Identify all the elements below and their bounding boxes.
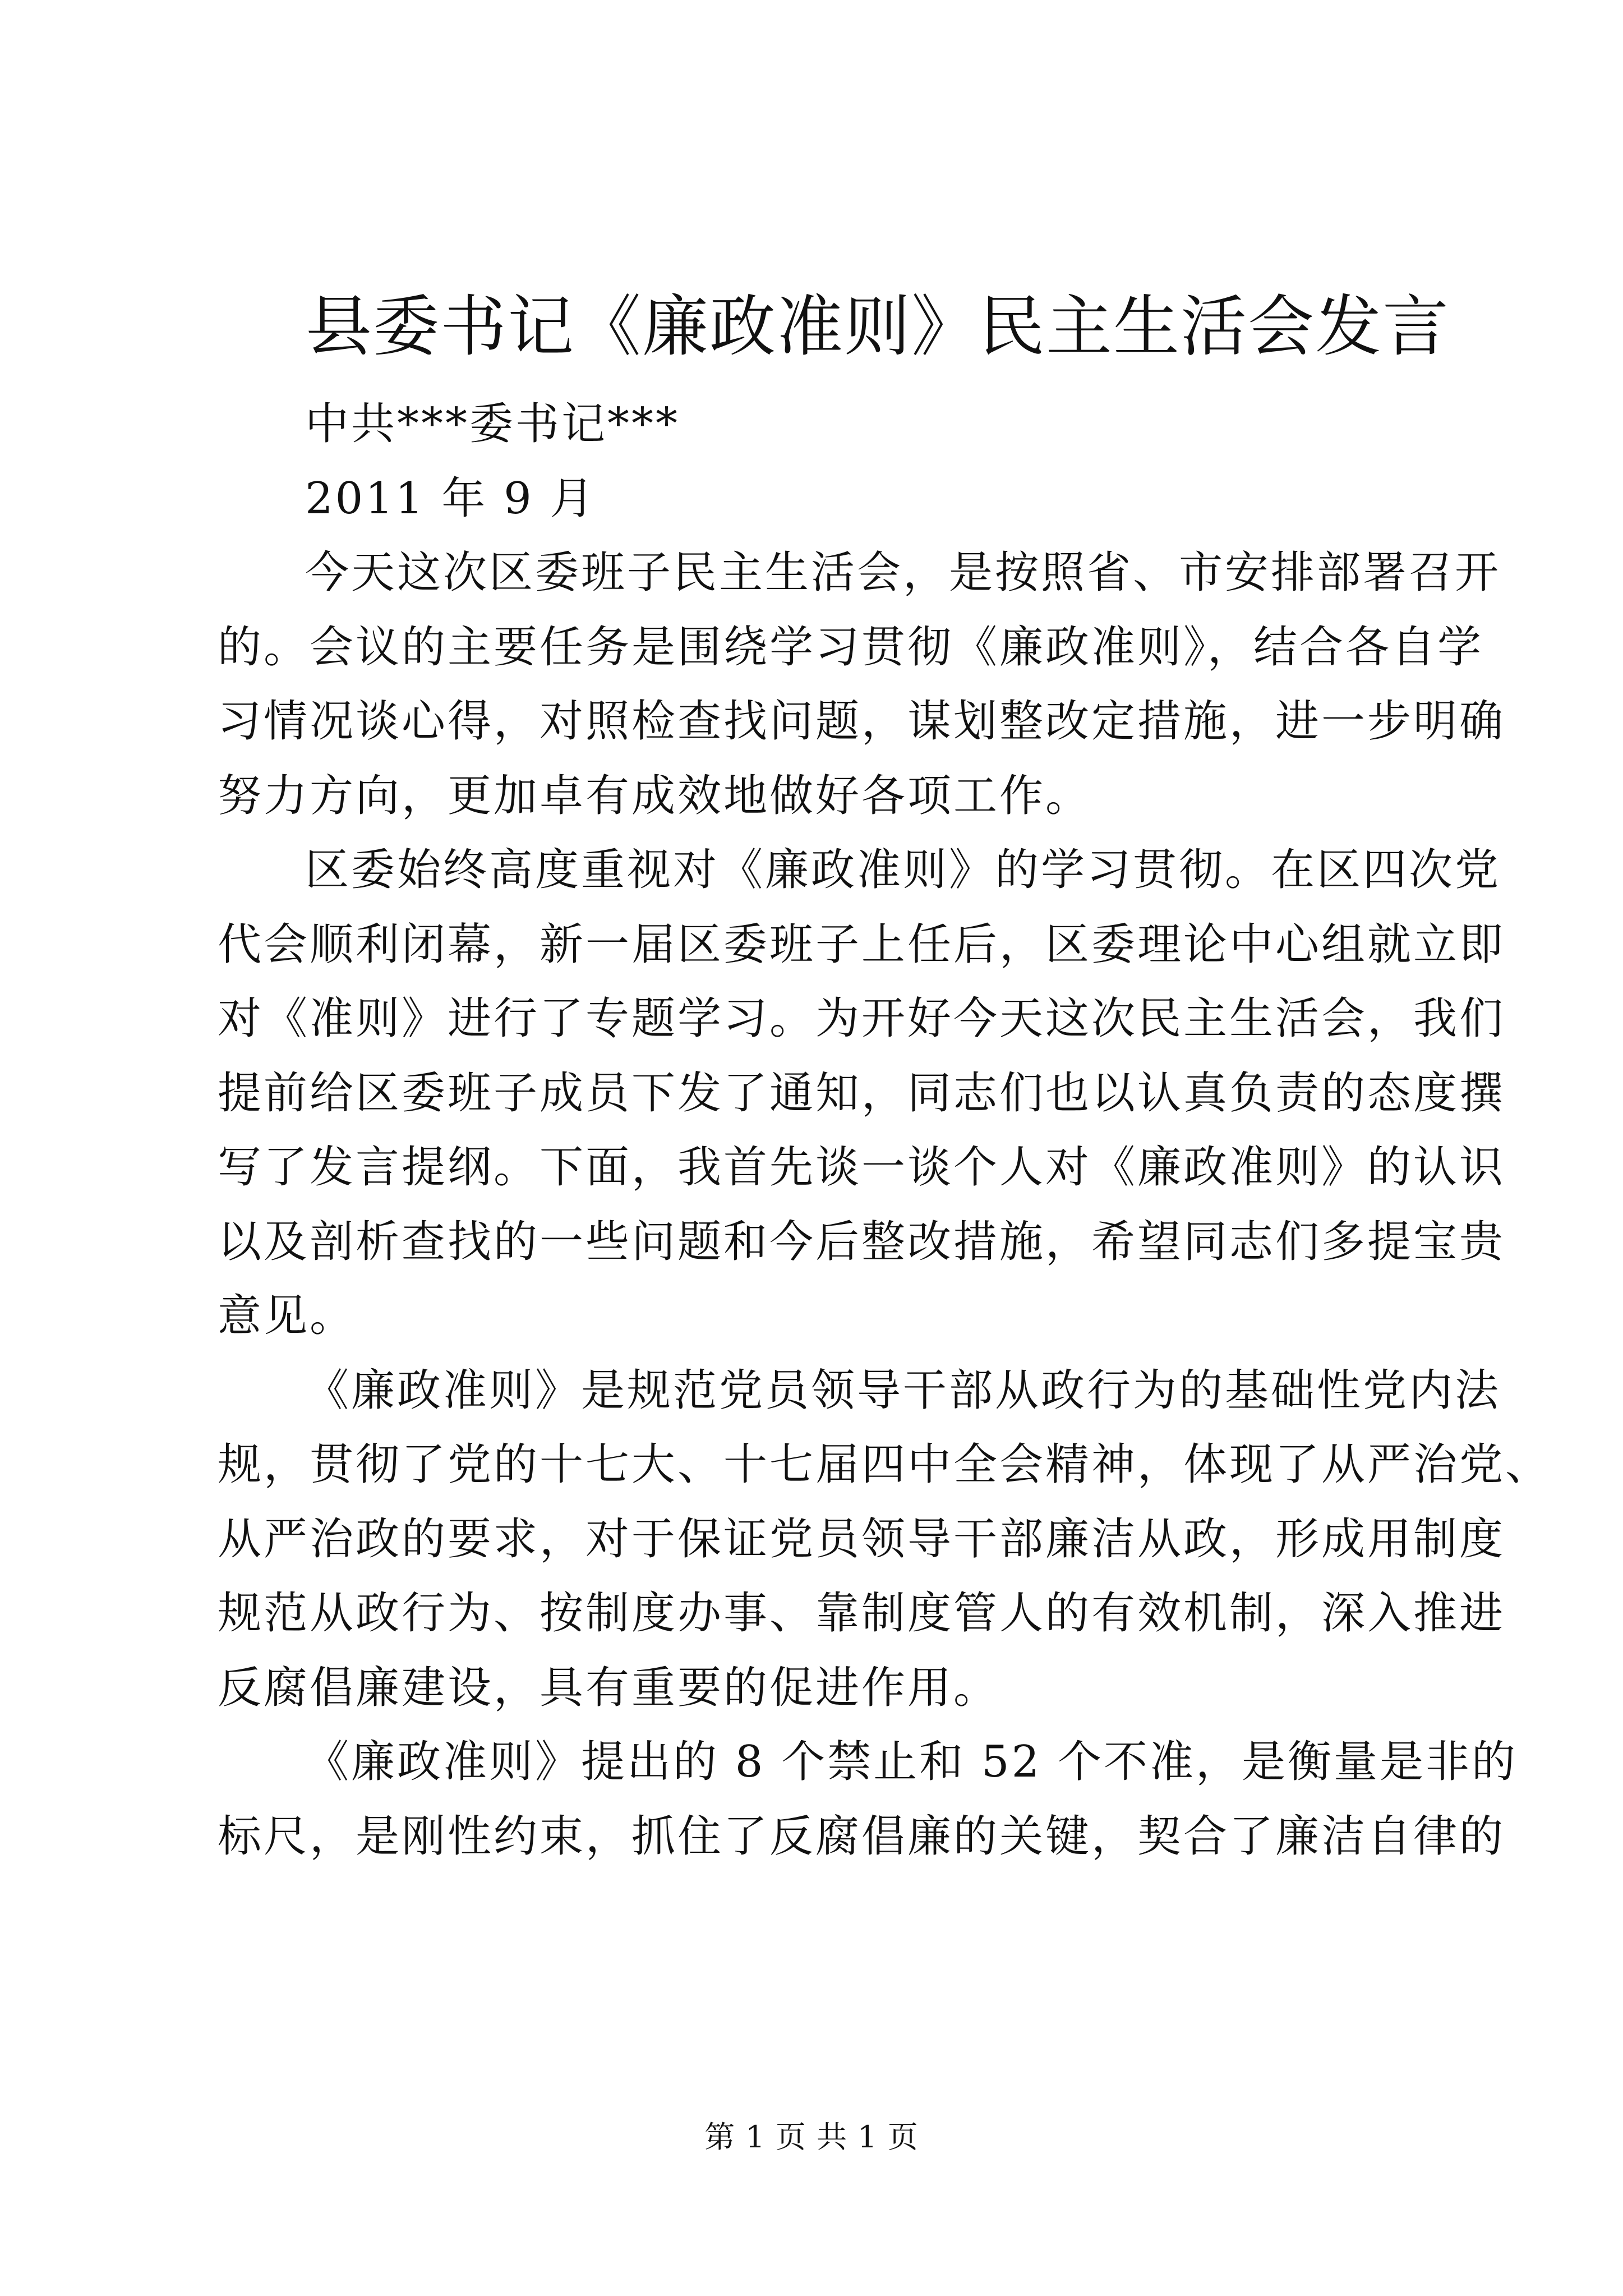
page-footer: 第 1 页 共 1 页 — [704, 2119, 919, 2155]
paragraph-4 — [218, 1725, 1518, 1874]
paragraph-line: 《廉政准则》是规范党员领导干部从政行为的基础性党内法 — [305, 1365, 1501, 1416]
paragraph-line: 努力方向，更加卓有成效地做好各项工作。 — [218, 770, 1092, 821]
paragraph-line: 今天这次区委班子民主生活会，是按照省、市安排部署召开 — [305, 547, 1501, 598]
date-line: 2011 年 9 月 — [305, 473, 596, 524]
paragraph-line: 反腐倡廉建设，具有重要的促进作用。 — [218, 1662, 1000, 1713]
paragraph-line: 的。会议的主要任务是围绕学习贯彻《廉政准则》，结合各自学 — [218, 622, 1484, 673]
paragraph-1 — [218, 536, 1506, 833]
paragraph-line: 提前给区委班子成员下发了通知，同志们也以认真负责的态度撰 — [218, 1068, 1506, 1119]
paragraph-line: 区委始终高度重视对《廉政准则》的学习贯彻。在区四次党 — [305, 845, 1501, 895]
paragraph-line: 从严治政的要求，对于保证党员领导干部廉洁从政，形成用制度 — [218, 1513, 1506, 1565]
paragraph-line: 以及剖析查找的一些问题和今后整改措施，希望同志们多提宝贵 — [218, 1216, 1506, 1267]
paragraph-3 — [218, 1354, 1552, 1726]
paragraph-line: 规范从政行为、按制度办事、靠制度管人的有效机制，深入推进 — [218, 1588, 1506, 1639]
paragraph-line: 代会顺利闭幕，新一届区委班子上任后，区委理论中心组就立即 — [218, 919, 1506, 970]
document-title: 县委书记《廉政准则》民主生活会发言 — [306, 288, 1450, 365]
paragraph-line: 《廉政准则》提出的 8 个禁止和 52 个不准，是衡量是非的 — [305, 1737, 1518, 1787]
paragraph-line: 标尺，是刚性约束，抓住了反腐倡廉的关键，契合了廉洁自律的 — [218, 1811, 1506, 1862]
paragraph-line: 意见。 — [218, 1291, 356, 1341]
paragraph-line: 对《准则》进行了专题学习。为开好今天这次民主生活会，我们 — [218, 993, 1506, 1044]
paragraph-line: 写了发言提纲。下面，我首先谈一谈个人对《廉政准则》的认识 — [218, 1142, 1506, 1193]
paragraph-line: 规，贯彻了党的十七大、十七届四中全会精神，体现了从严治党、 — [218, 1439, 1552, 1490]
author-line: 中共***委书记*** — [305, 399, 680, 449]
paragraph-line: 习情况谈心得，对照检查找问题，谋划整改定措施，进一步明确 — [218, 696, 1506, 747]
document-body — [218, 387, 1552, 1874]
paragraph-2 — [218, 833, 1506, 1354]
